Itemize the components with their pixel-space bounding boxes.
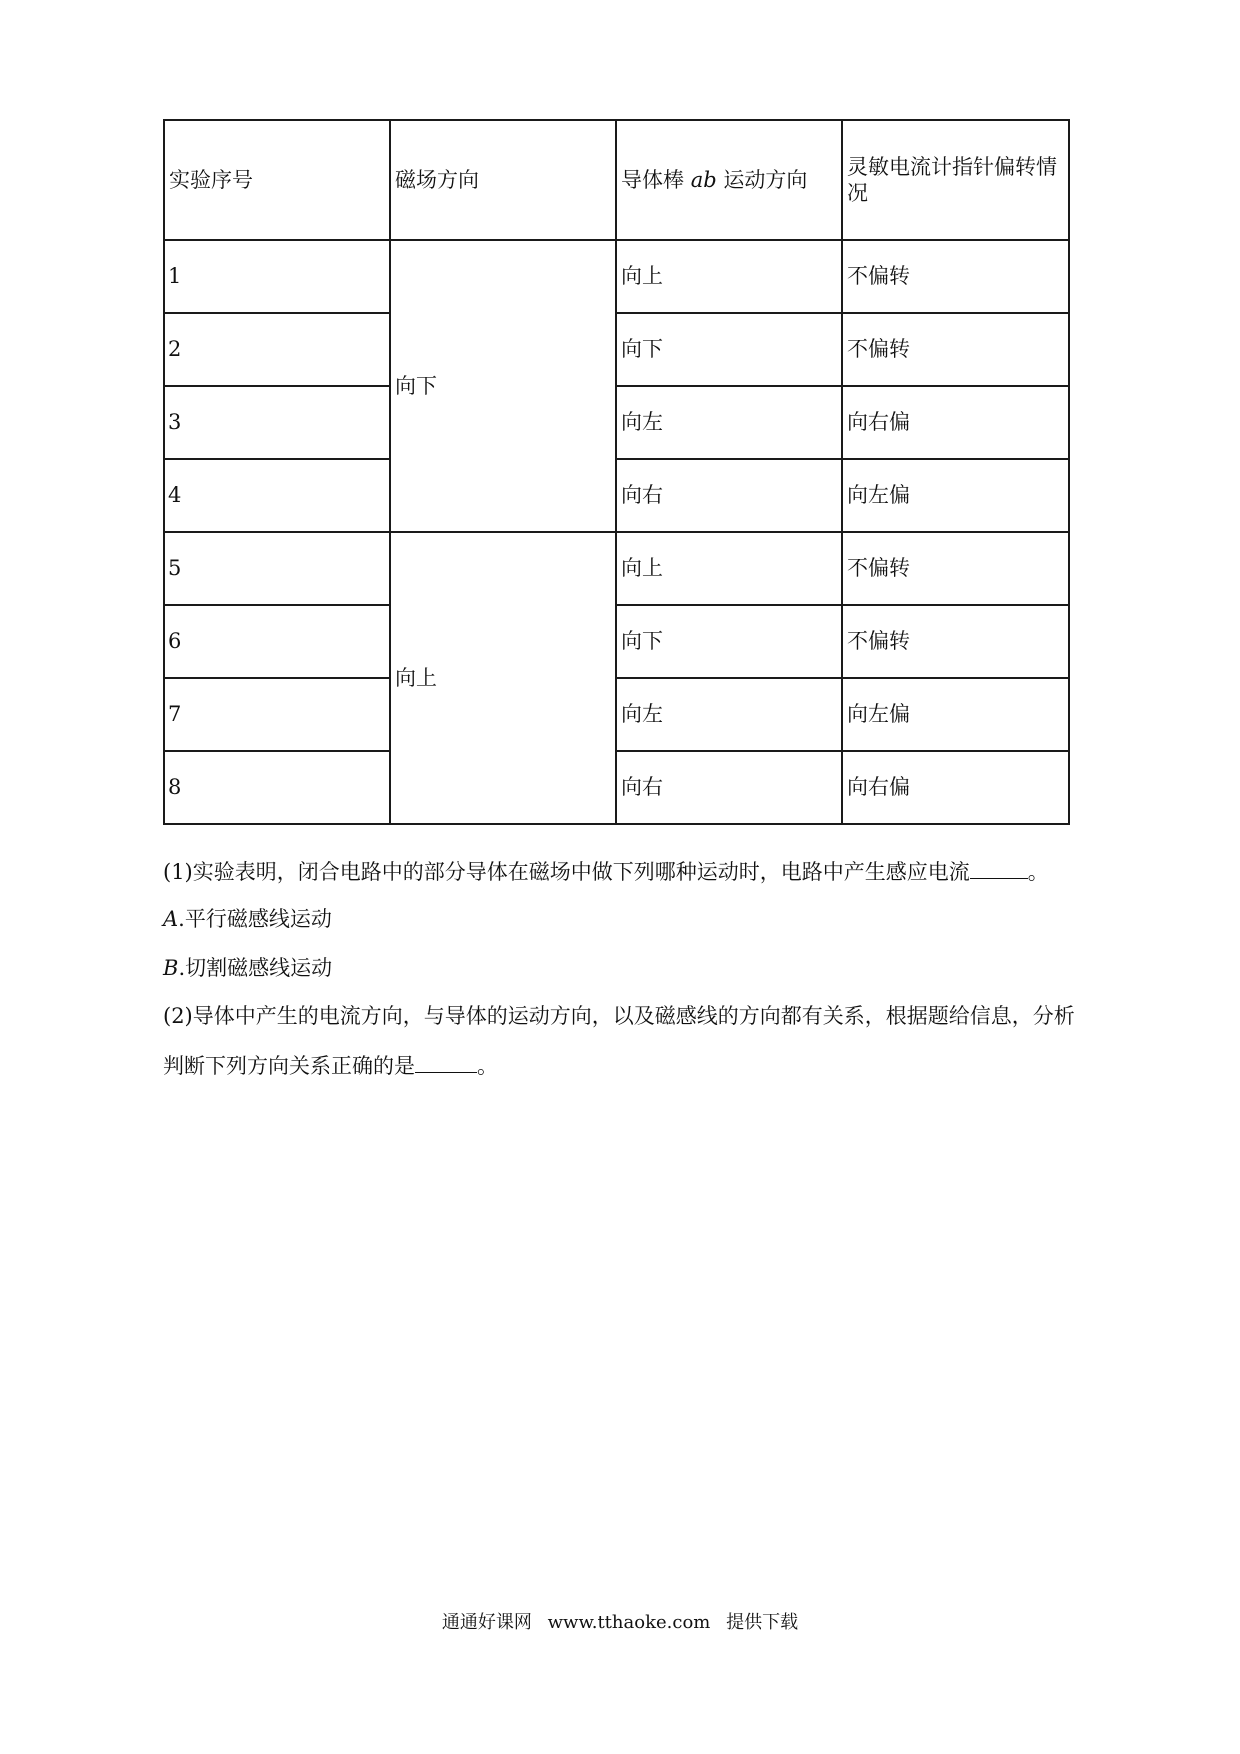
- deflect-cell: 向右偏: [842, 751, 1069, 824]
- row-number: 6: [164, 605, 390, 678]
- row-number: 5: [164, 532, 390, 605]
- table-row: [164, 605, 1069, 678]
- option-b: [163, 955, 332, 982]
- deflect-cell: 不偏转: [842, 313, 1069, 386]
- field-direction-cell: 向上: [390, 532, 616, 824]
- deflect-cell: 向左偏: [842, 678, 1069, 751]
- header-cell-no: 实验序号: [164, 120, 390, 240]
- motion-cell: 向上: [616, 240, 842, 313]
- motion-cell: 向左: [616, 678, 842, 751]
- table-row: [164, 532, 1069, 605]
- option-a-letter: A: [163, 907, 179, 931]
- motion-cell: 向右: [616, 751, 842, 824]
- table-row: [164, 459, 1069, 532]
- row-number: 8: [164, 751, 390, 824]
- footer-suffix: 提供下载: [726, 1612, 799, 1633]
- row-number: 2: [164, 313, 390, 386]
- row-number: 7: [164, 678, 390, 751]
- row-number: 4: [164, 459, 390, 532]
- option-b-letter: B: [163, 956, 179, 980]
- footer-url[interactable]: www.tthaoke.com: [547, 1612, 711, 1633]
- experiment-table: [163, 119, 1070, 825]
- motion-cell: 向下: [616, 605, 842, 678]
- header-cell-field: 磁场方向: [390, 120, 616, 240]
- table-header-row: [164, 120, 1069, 240]
- row-number: 1: [164, 240, 390, 313]
- deflect-cell: 不偏转: [842, 605, 1069, 678]
- header-cell-deflect: 灵敏电流计指针偏转情况: [842, 120, 1069, 240]
- question-2-line-2: [163, 1052, 498, 1080]
- header-cell-motion: [616, 120, 842, 240]
- question-2-text: 判断下列方向关系正确的是: [163, 1054, 415, 1078]
- deflect-cell: 向右偏: [842, 386, 1069, 459]
- question-1-text: (1)实验表明，闭合电路中的部分导体在磁场中做下列哪种运动时，电路中产生感应电流: [163, 860, 970, 884]
- option-a: [163, 906, 332, 933]
- question-1: [163, 858, 1049, 886]
- motion-cell: 向左: [616, 386, 842, 459]
- motion-cell: 向下: [616, 313, 842, 386]
- deflect-cell: 向左偏: [842, 459, 1069, 532]
- table-row: [164, 386, 1069, 459]
- deflect-cell: 不偏转: [842, 240, 1069, 313]
- header-motion-text: 导体棒 ab 运动方向: [621, 167, 808, 192]
- table-row: [164, 313, 1069, 386]
- answer-blank-1[interactable]: [970, 858, 1028, 879]
- motion-cell: 向上: [616, 532, 842, 605]
- option-a-text: .平行磁感线运动: [178, 907, 332, 931]
- option-b-text: .切割磁感线运动: [178, 956, 333, 980]
- table-row: [164, 678, 1069, 751]
- question-2-line-1: (2)导体中产生的电流方向，与导体的运动方向，以及磁感线的方向都有关系，根据题给信息，分析: [163, 1004, 1075, 1028]
- page-footer: [0, 1608, 1240, 1634]
- motion-cell: 向右: [616, 459, 842, 532]
- question-1-end: 。: [1027, 860, 1049, 884]
- row-number: 3: [164, 386, 390, 459]
- table-row: [164, 240, 1069, 313]
- answer-blank-2[interactable]: [415, 1052, 477, 1073]
- question-2-end: 。: [477, 1054, 498, 1078]
- field-direction-cell: 向下: [390, 240, 616, 532]
- table-row: [164, 751, 1069, 824]
- footer-site-name: 通通好课网: [441, 1612, 532, 1633]
- deflect-cell: 不偏转: [842, 532, 1069, 605]
